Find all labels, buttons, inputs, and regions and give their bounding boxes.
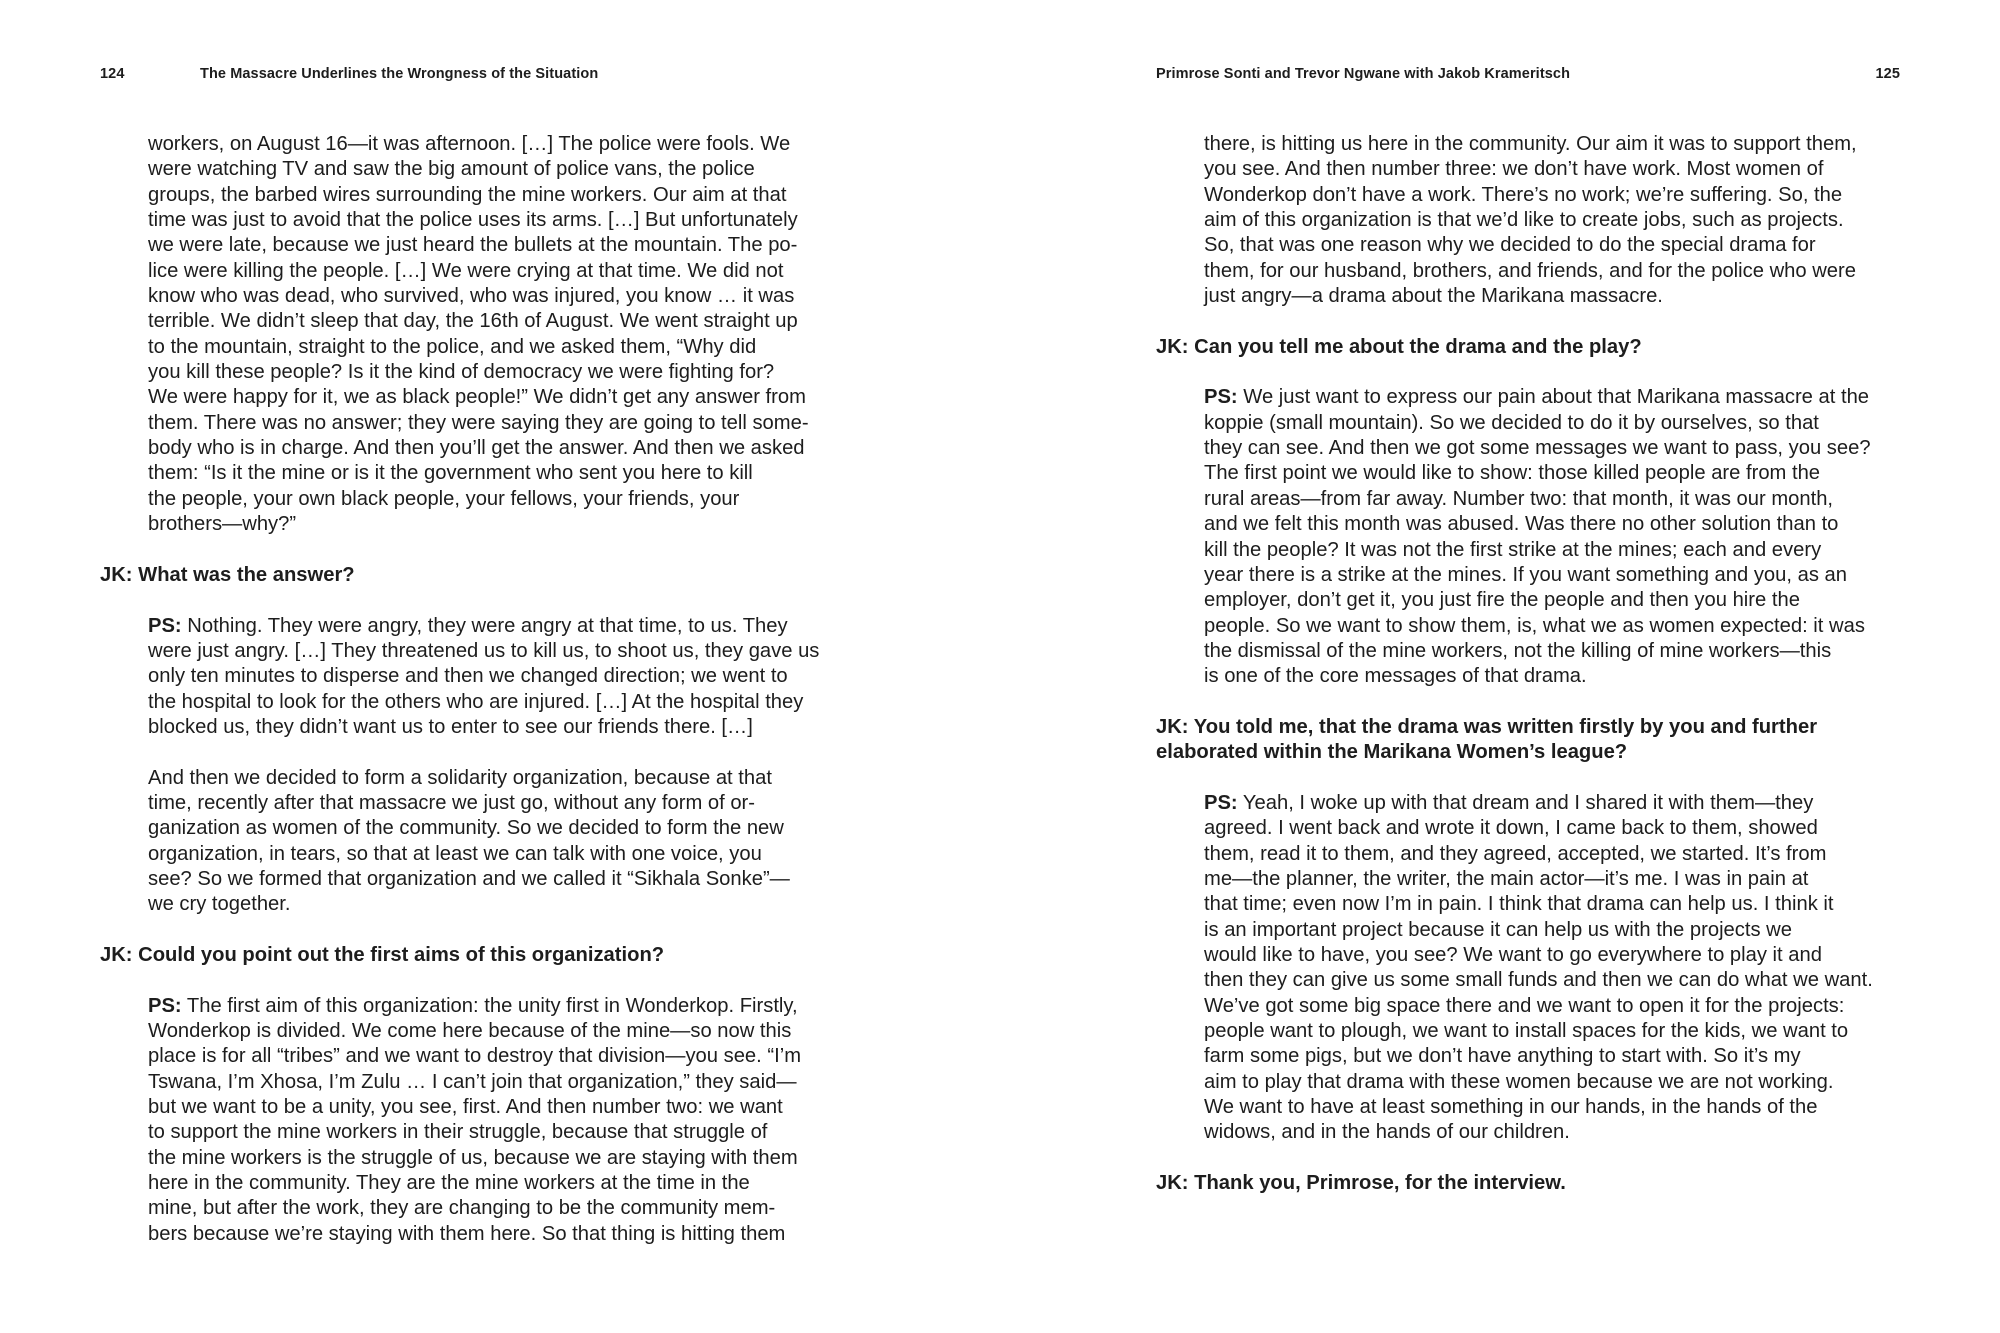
text-fragment: The first aim of this organization: the unity first in Wonderkop. Firstly, [181,994,798,1017]
text-line: Tswana, I’m Xhosa, I’m Zulu … I can’t join that organization,” they said— [148,1070,797,1093]
text-line: body who is in charge. And then you’ll get the answer. And then we asked [148,437,805,460]
text-line: widows, and in the hands of our children. [1204,1121,1570,1144]
text-line: and we felt this month was abused. Was there no other solution than to [1204,513,1839,536]
text-line: to support the mine workers in their struggle, because that struggle of [148,1121,768,1144]
interviewer-question [1156,335,1916,360]
text-line: Wonderkop is divided. We come here because of the mine—so now this [148,1020,792,1043]
text-line: time was just to avoid that the police uses its arms. […] But unfortunately [148,209,798,232]
text-line: that time; even now I’m in pain. I think that drama can help us. I think it [1204,893,1834,916]
text-line: blocked us, they didn’t want us to enter to see our friends there. […] [148,715,753,738]
answer-paragraph [100,994,860,1247]
text-fragment: Nothing. They were angry, they were angry at that time, to us. They [181,614,788,637]
text-line: organization, in tears, so that at least we can talk with one voice, you [148,842,762,865]
text-line: The first point we would like to show: those killed people are from the [1204,462,1821,485]
answer-paragraph [1156,791,1916,1146]
text-line: then they can give us some small funds and then we can do what we want. [1204,969,1873,992]
text-line: place is for all “tribes” and we want to destroy that division—you see. “I’m [148,1045,802,1068]
running-head-title: The Massacre Underlines the Wrongness of the Situation [200,66,599,82]
text-line: them. There was no answer; they were saying they are going to tell some- [148,411,809,434]
text-line: is one of the core messages of that drama. [1204,665,1587,688]
text-fragment: Yeah, I woke up with that dream and I shared it with them—they [1237,791,1814,814]
interviewer-question [1156,1171,1916,1196]
text-line [148,614,860,639]
text-line: them: “Is it the mine or is it the government who sent you here to kill [148,462,753,485]
text-line: agreed. I went back and wrote it down, I came back to them, showed [1204,817,1818,840]
text-line: know who was dead, who survived, who was injured, you know … it was [148,285,795,308]
text-line: them, for our husband, brothers, and friends, and for the police who were [1204,259,1856,282]
text-line: you kill these people? Is it the kind of democracy we were fighting for? [148,361,775,384]
text-line: groups, the barbed wires surrounding the mine workers. Our aim at that [148,183,787,206]
text-line: people. So we want to show them, is, what we as women expected: it was [1204,614,1865,637]
text-line [1204,385,1916,410]
text-line: we were late, because we just heard the bullets at the mountain. The po- [148,234,798,257]
text-line: the hospital to look for the others who are injured. […] At the hospital they [148,690,804,713]
text-line: JK: Thank you, Primrose, for the interview. [1156,1172,1566,1195]
text-line [148,994,860,1019]
text-line: farm some pigs, but we don’t have anything to start with. So it’s my [1204,1045,1801,1068]
page-body [1156,132,1916,1196]
text-line: kill the people? It was not the first strike at the mines; each and every [1204,538,1822,561]
text-line: ganization as women of the community. So we decided to form the new [148,817,784,840]
speaker-label: PS: [148,614,182,637]
text-line: aim of this organization is that we’d like to create jobs, such as projects. [1204,209,1844,232]
text-line: the dismissal of the mine workers, not the killing of mine workers—this [1204,639,1832,662]
text-line: JK: You told me, that the drama was written firstly by you and further [1156,715,1818,738]
speaker-label: PS: [1204,386,1238,409]
page-number: 124 [100,66,125,82]
text-line: only ten minutes to disperse and then we changed direction; we went to [148,665,788,688]
text-line: koppie (small mountain). So we decided to do it by ourselves, so that [1204,411,1819,434]
text-line: people want to plough, we want to install spaces for the kids, we want to [1204,1020,1849,1043]
text-line: workers, on August 16—it was afternoon. […] The police were fools. We [148,133,791,155]
text-fragment: We just want to express our pain about that Marikana massacre at the [1237,386,1870,409]
page-body [100,132,860,1247]
text-line: brothers—why?” [148,513,297,536]
text-line: but we want to be a unity, you see, first. And then number two: we want [148,1096,783,1119]
text-line: rural areas—from far away. Number two: that month, it was our month, [1204,487,1834,510]
answer-paragraph [100,614,860,741]
page-number: 125 [1875,66,1900,82]
speaker-label: PS: [148,994,182,1017]
right-page [1000,0,2000,1333]
text-line: Wonderkop don’t have a work. There’s no work; we’re suffering. So, the [1204,183,1843,206]
text-line: mine, but after the work, they are changing to be the community mem- [148,1197,776,1220]
text-line: We were happy for it, we as black people!” We didn’t get any answer from [148,386,806,409]
text-line: just angry—a drama about the Marikana massacre. [1204,285,1663,308]
text-line: So, that was one reason why we decided to do the special drama for [1204,234,1816,257]
answer-paragraph [100,766,860,918]
speaker-label: PS: [1204,791,1238,814]
interviewer-question [100,943,860,968]
interviewer-question [100,563,860,588]
text-line: them, read it to them, and they agreed, accepted, we started. It’s from [1204,842,1827,865]
text-line: JK: Could you point out the first aims of this organization? [100,944,665,966]
text-line: were just angry. […] They threatened us to kill us, to shoot us, they gave us [148,639,820,662]
text-line: aim to play that drama with these women because we are not working. [1204,1070,1834,1093]
text-line: JK: Can you tell me about the drama and the play? [1156,335,1642,358]
text-line: here in the community. They are the mine workers at the time in the [148,1172,750,1195]
text-line: they can see. And then we got some messages we want to pass, you see? [1204,437,1871,460]
text-line: JK: What was the answer? [100,563,355,586]
answer-paragraph [100,132,860,538]
text-line: employer, don’t get it, you just fire the people and then you hire the [1204,589,1800,612]
text-line: we cry together. [148,893,291,916]
text-line: were watching TV and saw the big amount of police vans, the police [148,158,755,181]
text-line: me—the planner, the writer, the main actor—it’s me. I was in pain at [1204,867,1809,890]
text-line: would like to have, you see? We want to go everywhere to play it and [1204,944,1822,966]
text-line: And then we decided to form a solidarity organization, because at that [148,766,772,789]
text-line: see? So we formed that organization and we called it “Sikhala Sonke”— [148,867,790,890]
text-line: is an important project because it can help us with the projects we [1204,918,1792,941]
text-line: We’ve got some big space there and we want to open it for the projects: [1204,994,1845,1017]
text-line: bers because we’re staying with them here. So that thing is hitting them [148,1222,786,1245]
text-line: the mine workers is the struggle of us, because we are staying with them [148,1146,798,1169]
text-line: elaborated within the Marikana Women’s league? [1156,741,1628,764]
text-line: We want to have at least something in our hands, in the hands of the [1204,1096,1818,1119]
text-line: lice were killing the people. […] We were crying at that time. We did not [148,259,784,282]
text-line [1204,791,1916,816]
text-line: time, recently after that massacre we just go, without any form of or- [148,791,755,814]
answer-paragraph [1156,385,1916,689]
text-line: to the mountain, straight to the police, and we asked them, “Why did [148,335,757,358]
running-head-title: Primrose Sonti and Trevor Ngwane with Jakob Krameritsch [1156,66,1571,82]
text-line: year there is a strike at the mines. If you want something and you, as an [1204,563,1847,586]
text-line: terrible. We didn’t sleep that day, the 16th of August. We went straight up [148,310,798,333]
answer-paragraph [1156,132,1916,309]
text-line: the people, your own black people, your fellows, your friends, your [148,487,740,510]
interviewer-question [1156,715,1916,766]
text-line: you see. And then number three: we don’t have work. Most women of [1204,158,1824,181]
text-line: there, is hitting us here in the community. Our aim it was to support them, [1204,133,1857,155]
